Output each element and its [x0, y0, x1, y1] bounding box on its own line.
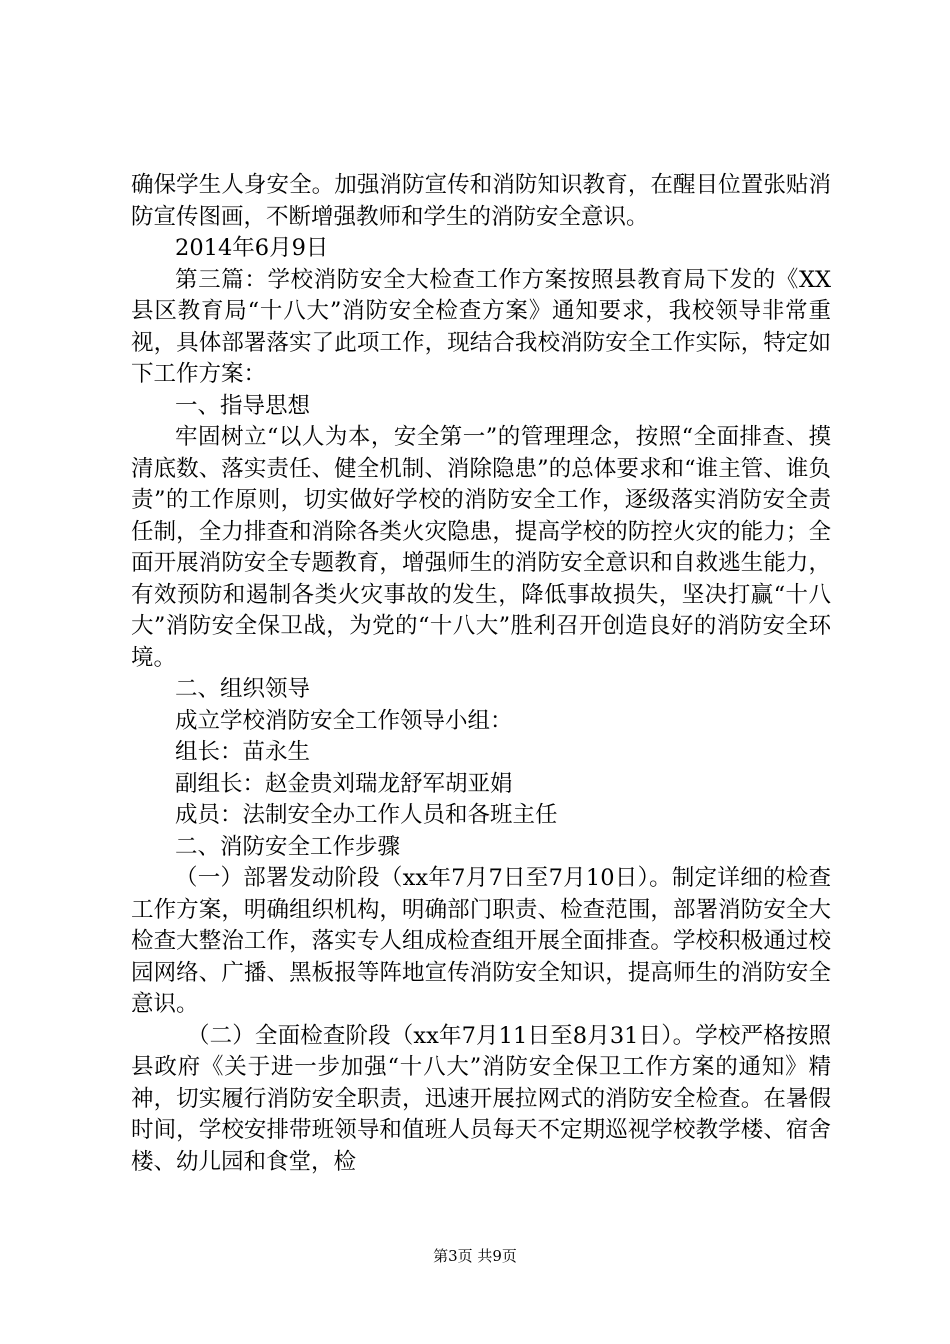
paragraph-group-leader: 组长：苗永生	[175, 739, 311, 765]
paragraph-date: 2014年6月9日	[175, 235, 329, 261]
paragraph-leadership-group: 成立学校消防安全工作领导小组：	[175, 707, 513, 734]
paragraph-members: 成员：法制安全办工作人员和各班主任	[175, 802, 558, 828]
paragraph-step-one: （一）部署发动阶段（xx年7月7日至7月10日）。制定详细的检查工作方案，明确组织机构，明确部门职责、检查范围，部署消防安全大检查大整治工作，落实专人组成检查组开展全面排查。学校积极通过校园网络、广播、黑板报等阵地宣传消防安全知识，提高师生的消防安全意识。	[131, 865, 831, 1017]
paragraph-step-two: （二）全面检查阶段（xx年7月11日至8月31日）。学校严格按照县政府《关于进一步加强“十八大”消防安全保卫工作方案的通知》精神，切实履行消防安全职责，迅速开展拉网式的消防安全检查。在暑假时间，学校安排带班领导和值班人员每天不定期巡视学校教学楼、宿舍楼、幼儿园和食堂，检	[131, 1022, 831, 1175]
heading-guiding-ideology: 一、指导思想	[175, 392, 311, 419]
heading-organization: 二、组织领导	[175, 676, 311, 702]
document-body	[131, 170, 831, 1178]
heading-work-steps: 二、消防安全工作步骤	[175, 833, 401, 860]
page-footer: 第3页 共9页	[433, 1247, 517, 1265]
paragraph-continuation: 确保学生人身安全。加强消防宣传和消防知识教育，在醒目位置张贴消防宣传图画，不断增强教师和学生的消防安全意识。	[131, 172, 831, 230]
paragraph-guiding-ideology: 牢固树立“以人为本，安全第一”的管理理念，按照“全面排查、摸清底数、落实责任、健全机制、消除隐患”的总体要求和“谁主管、谁负责”的工作原则，切实做好学校的消防安全工作，逐级落实消防安全责任制，全力排查和消除各类火灾隐患，提高学校的防控火灾的能力；全面开展消防安全专题教育，增强师生的消防安全意识和自救逃生能力，有效预防和遏制各类火灾事故的发生，降低事故损失，坚决打赢“十八大”消防安全保卫战，为党的“十八大”胜利召开创造良好的消防安全环境。	[131, 424, 831, 671]
paragraph-section-intro: 第三篇：学校消防安全大检查工作方案按照县教育局下发的《XX县区教育局“十八大”消防安全检查方案》通知要求，我校领导非常重视，具体部署落实了此项工作，现结合我校消防安全工作实际，特定如下工作方案：	[131, 266, 831, 387]
paragraph-deputy-leaders: 副组长：赵金贵刘瑞龙舒军胡亚娟	[175, 770, 513, 797]
